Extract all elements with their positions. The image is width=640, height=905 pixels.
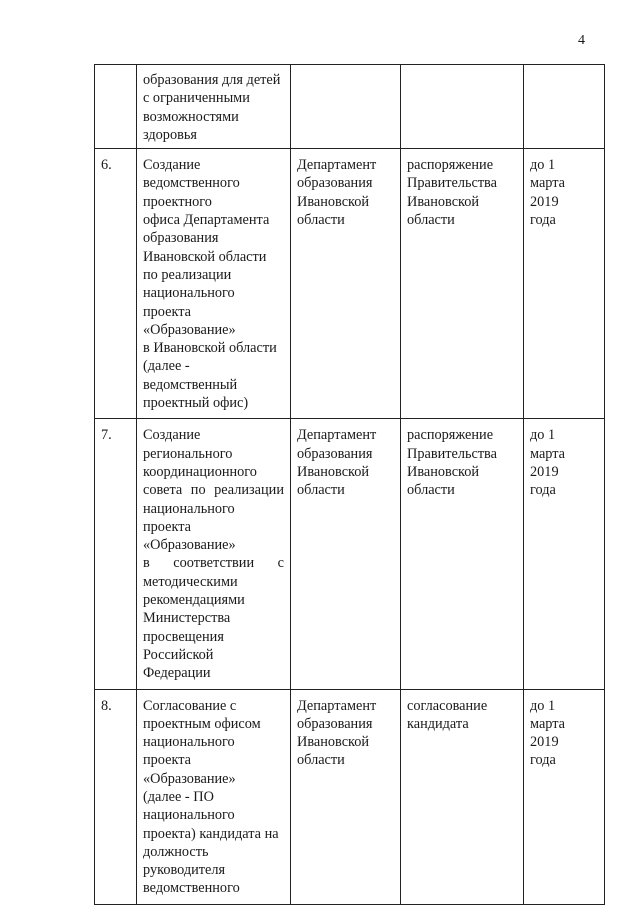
table-row (95, 149, 605, 419)
responsible-department: Департамент образования Ивановской области (291, 689, 401, 904)
document-type (401, 65, 524, 149)
document-type: распоряжение Правительства Ивановской области (401, 419, 524, 689)
deadline (524, 65, 605, 149)
task-description (137, 419, 291, 689)
task-line: в соответствии с (143, 555, 284, 572)
row-number (95, 65, 137, 149)
table-row (95, 689, 605, 904)
page-number: 4 (578, 33, 585, 48)
task-line: Создание (143, 427, 201, 444)
task-description: образования для детей с ограниченными возможностями здоровья (137, 65, 291, 149)
deadline: до 1 марта 2019 года (524, 689, 605, 904)
responsible-department: Департамент образования Ивановской области (291, 419, 401, 689)
row-number: 6. (95, 149, 137, 419)
responsible-department (291, 65, 401, 149)
task-description: Согласование с проектным офисом национального проекта «Образование» (далее - ПО национального проекта) кандидата на должность руководителя ведомственного (137, 689, 291, 904)
table-row (95, 65, 605, 149)
row-number: 7. (95, 419, 137, 689)
task-line: регионального (143, 445, 233, 462)
task-line: «Образование» (143, 537, 236, 554)
deadline: до 1 марта 2019 года (524, 149, 605, 419)
row-number: 8. (95, 689, 137, 904)
task-line: совета по реализации (143, 482, 284, 499)
task-line: просвещения (143, 628, 224, 645)
task-line: национального (143, 500, 235, 517)
task-line: проекта (143, 518, 191, 535)
document-type: распоряжение Правительства Ивановской области (401, 149, 524, 419)
deadline: до 1 марта 2019 года (524, 419, 605, 689)
task-line: Российской (143, 646, 214, 663)
document-type: согласование кандидата (401, 689, 524, 904)
task-line: рекомендациями (143, 592, 245, 609)
task-line: Федерации (143, 665, 211, 682)
measures-table (94, 64, 605, 905)
responsible-department: Департамент образования Ивановской области (291, 149, 401, 419)
task-line: Министерства (143, 610, 231, 627)
task-line: координационного (143, 463, 257, 480)
table-row (95, 419, 605, 689)
task-line: методическими (143, 573, 238, 590)
task-description: Создание ведомственного проектного офиса Департамента образования Ивановской области по реализации национального проекта «Образование» в Ивановской области (далее - ведомственный проектный офис) (137, 149, 291, 419)
